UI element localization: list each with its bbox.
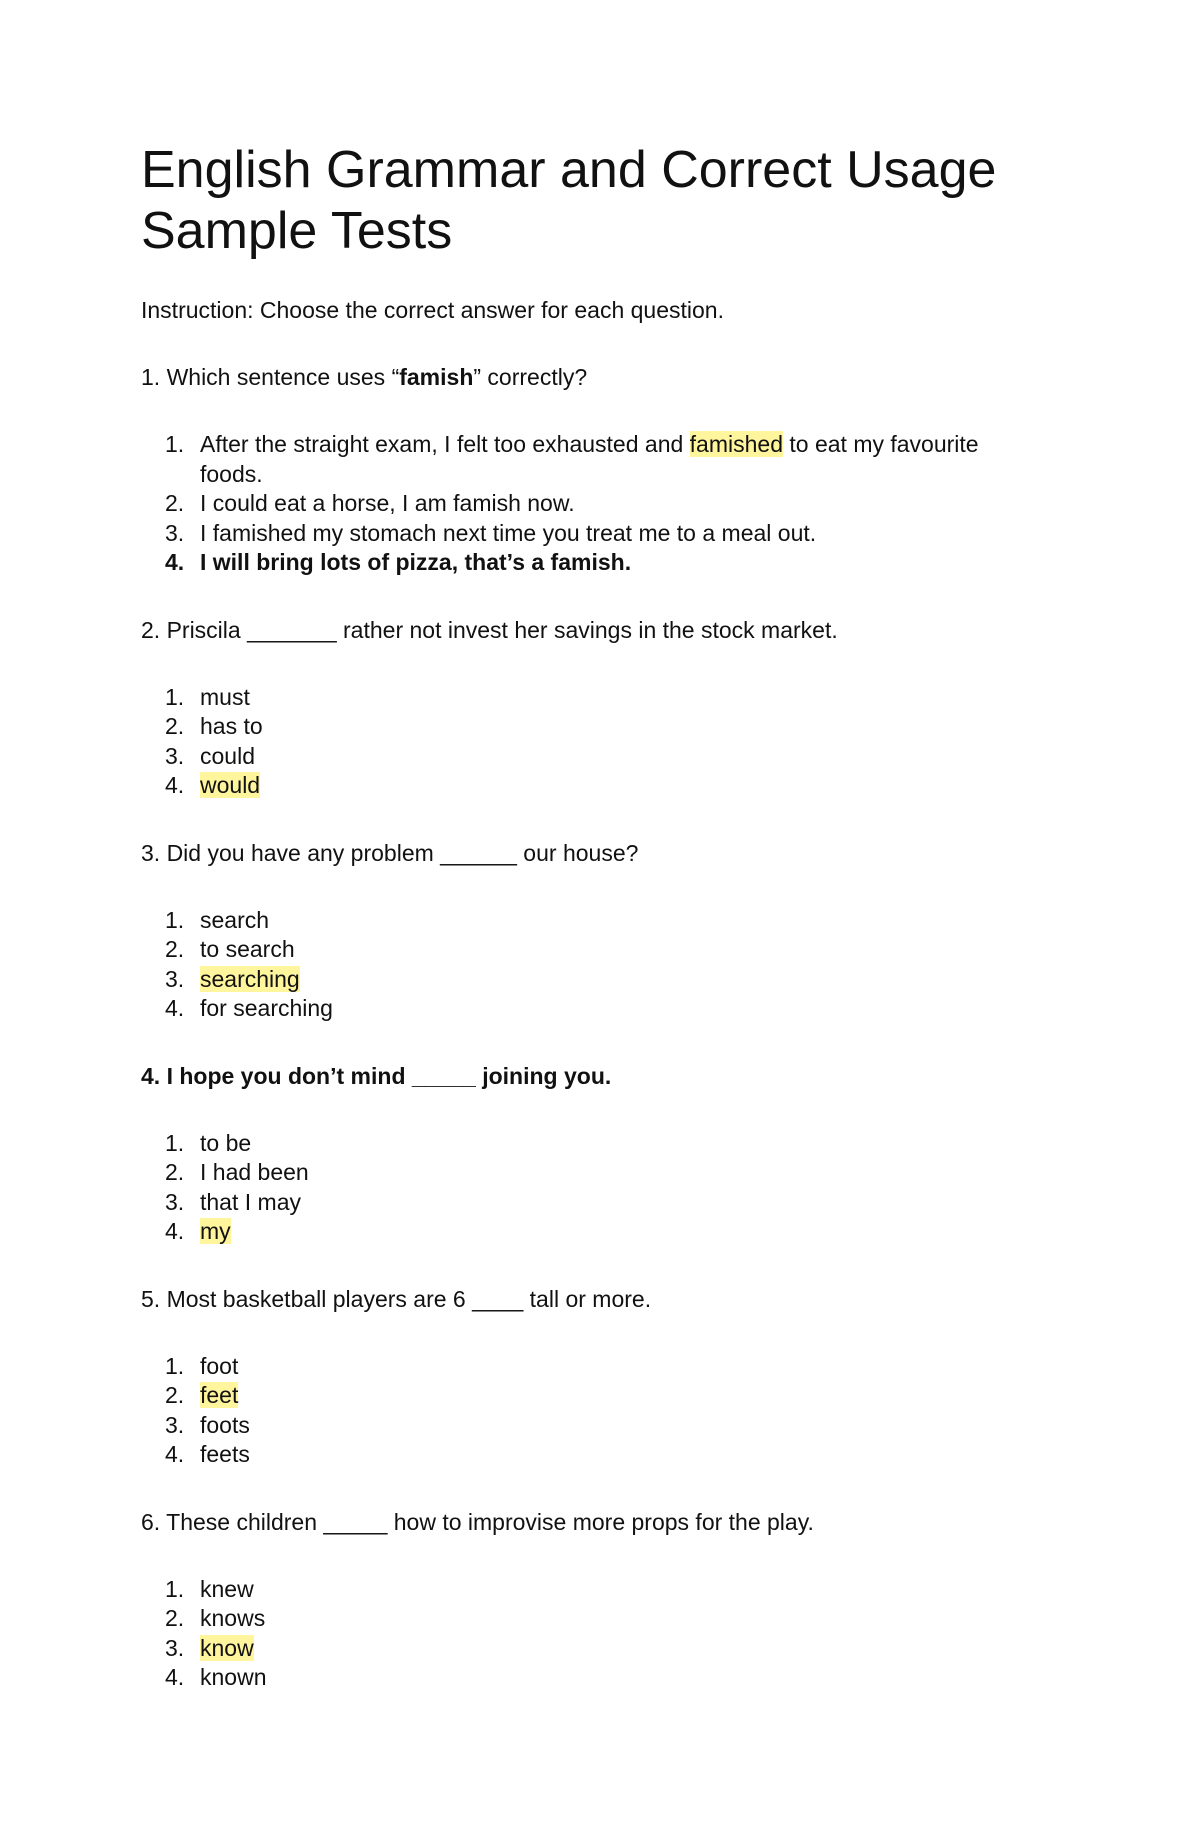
- option-item: 1. knew: [165, 1575, 254, 1602]
- option-item: 4. would: [165, 772, 261, 798]
- page-title: [141, 140, 1041, 262]
- options-list-4: [141, 1129, 1041, 1247]
- options-list-6: [141, 1575, 1041, 1693]
- instruction-text: Instruction: Choose the correct answer for each question.: [141, 297, 724, 323]
- option-item: 3. know: [165, 1634, 254, 1661]
- question-block-3: [141, 838, 1041, 1024]
- question-text-6: 6. These children _____ how to improvise more props for the play.: [141, 1508, 814, 1535]
- question-text-4: 4. I hope you don’t mind _____ joining you.: [141, 1062, 612, 1089]
- option-item: 3. foots: [165, 1411, 250, 1438]
- option-item: 1. to be: [165, 1129, 252, 1156]
- question-block-5: [141, 1284, 1041, 1470]
- option-item: 4. known: [165, 1664, 267, 1690]
- question-block-1: [141, 362, 1041, 578]
- option-item: 1. must: [165, 683, 250, 710]
- options-list-5: [141, 1352, 1041, 1470]
- question-text-2: 2. Priscila _______ rather not invest her savings in the stock market.: [141, 616, 838, 643]
- title-line-2: Sample Tests: [141, 202, 453, 260]
- question-block-6: [141, 1507, 1041, 1693]
- highlighted-answer: would: [200, 772, 261, 798]
- title-line-1: English Grammar and Correct Usage: [141, 141, 997, 199]
- option-item: 4. feets: [165, 1441, 250, 1467]
- highlighted-answer: feet: [200, 1382, 239, 1408]
- question-text-1: 1. Which sentence uses “famish” correctly?: [141, 364, 588, 390]
- question-text-3: 3. Did you have any problem ______ our house?: [141, 839, 639, 866]
- option-item: 3. I famished my stomach next time you treat me to a meal out.: [165, 519, 817, 546]
- option-item: 2. feet: [165, 1382, 239, 1408]
- highlighted-answer: searching: [200, 965, 300, 992]
- question-block-2: [141, 615, 1041, 801]
- option-item: 3. searching: [165, 965, 300, 992]
- question-text-5: 5. Most basketball players are 6 ____ tall or more.: [141, 1285, 652, 1312]
- option-item: 3. that I may: [165, 1188, 301, 1215]
- document-page: [141, 140, 1041, 1693]
- highlighted-answer: my: [200, 1218, 231, 1244]
- option-item: 1. foot: [165, 1352, 239, 1379]
- option-item: 4. I will bring lots of pizza, that’s a famish.: [165, 549, 632, 575]
- highlighted-answer: famished: [689, 431, 783, 457]
- option-item: 2. I had been: [165, 1159, 309, 1185]
- option-item: 3. could: [165, 742, 255, 769]
- option-item: 2. I could eat a horse, I am famish now.: [165, 490, 575, 516]
- option-item: 2. to search: [165, 936, 295, 962]
- options-list-1: [141, 430, 1041, 578]
- option-item: 2. has to: [165, 713, 263, 739]
- options-list-2: [141, 683, 1041, 801]
- option-item: 1. search: [165, 906, 270, 933]
- options-list-3: [141, 906, 1041, 1024]
- option-item: 1. After the straight exam, I felt too exhausted and famished to eat my favourite foods.: [165, 431, 979, 487]
- question-block-4: [141, 1061, 1041, 1247]
- option-item: 4. my: [165, 1218, 231, 1244]
- option-item: 2. knows: [165, 1605, 266, 1631]
- highlighted-answer: know: [200, 1634, 254, 1661]
- option-item: 4. for searching: [165, 995, 333, 1021]
